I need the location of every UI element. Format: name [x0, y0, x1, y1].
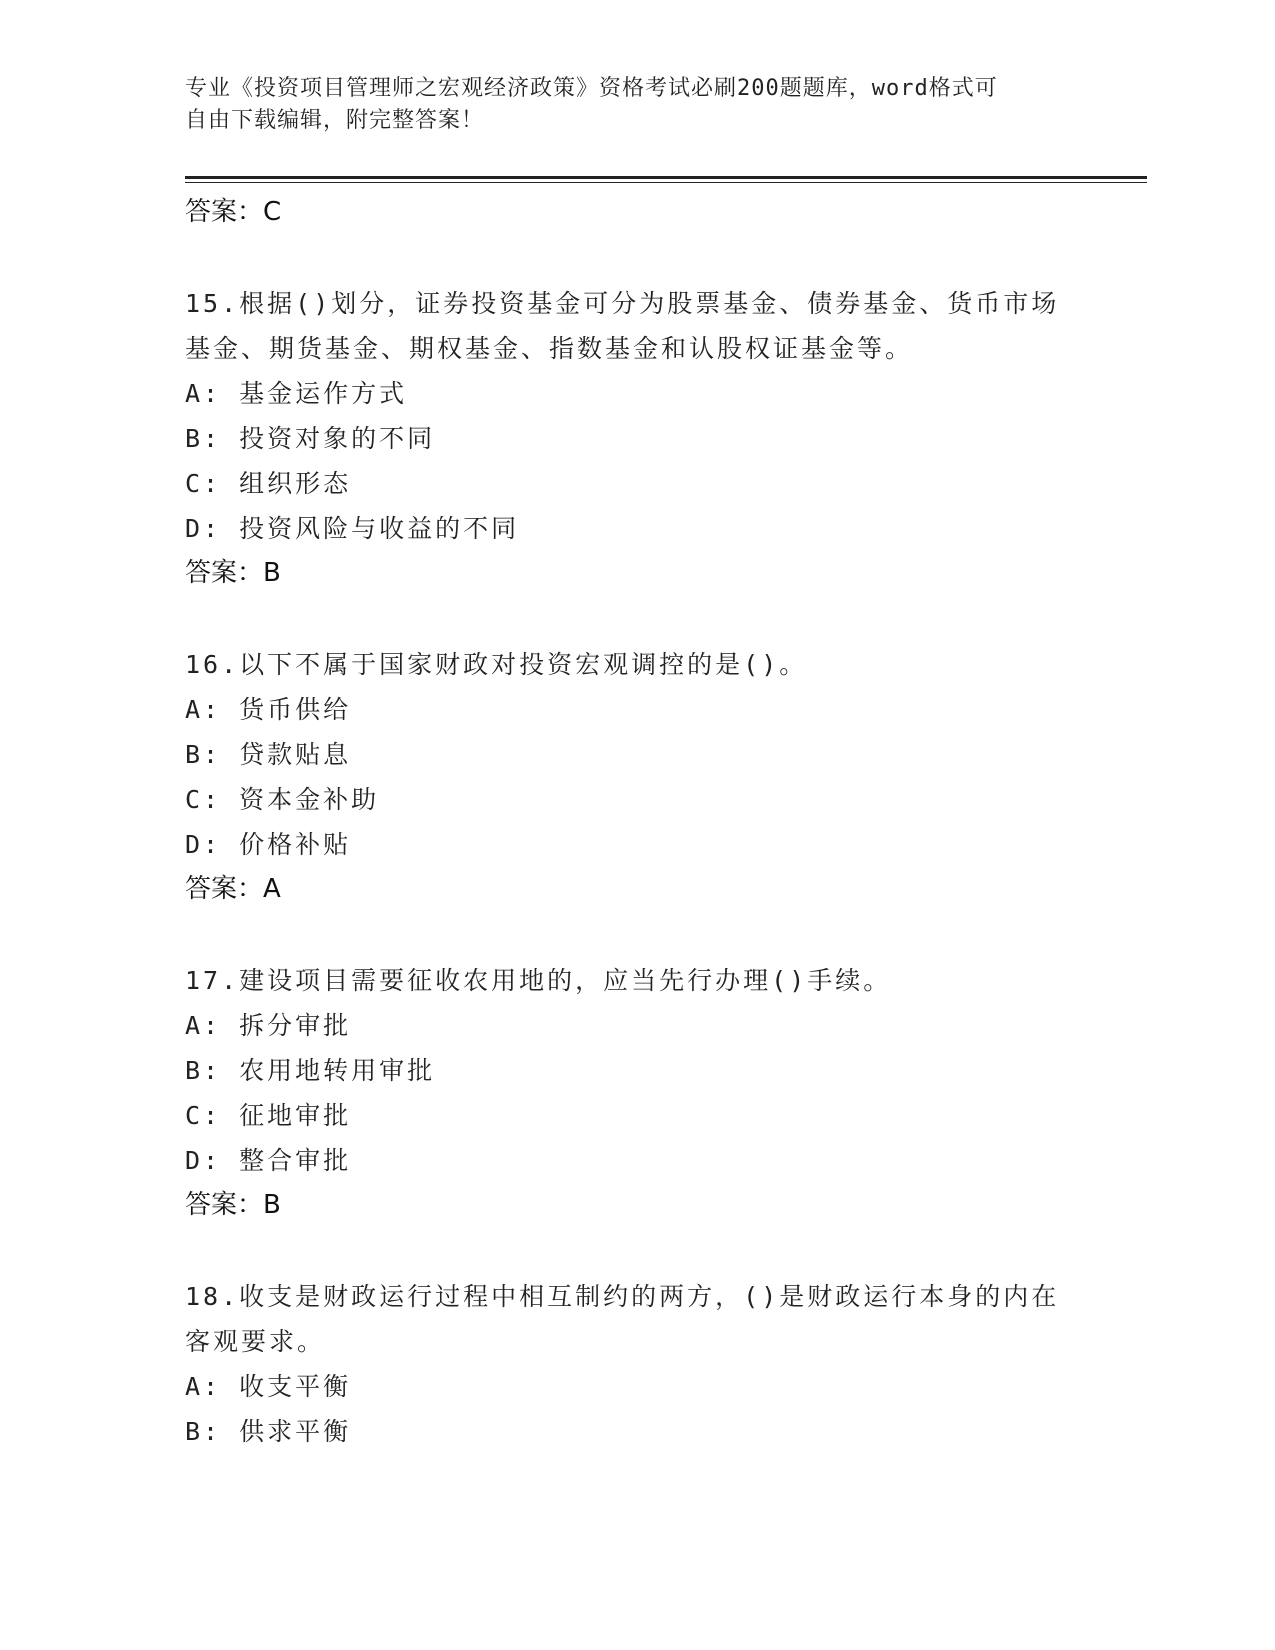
answer-line: 答案：B [185, 1190, 281, 1220]
option-b: B: 供求平衡 [185, 1417, 352, 1446]
question-text [185, 281, 1085, 371]
header-line-2: 自由下载编辑，附完整答案！ [185, 108, 485, 133]
question-text-line: 16.以下不属于国家财政对投资宏观调控的是()。 [185, 650, 808, 679]
question-18 [185, 1274, 1085, 1454]
question-17 [185, 958, 1085, 1228]
question-15 [185, 281, 1085, 596]
option-d: D: 价格补贴 [185, 830, 352, 859]
option-c: C: 征地审批 [185, 1101, 352, 1130]
option-a: A: 拆分审批 [185, 1011, 352, 1040]
answer-line: 答案：B [185, 558, 281, 588]
question-text-line: 基金、期货基金、期权基金、指数基金和认股权证基金等。 [185, 334, 914, 363]
header-divider-thick [185, 176, 1147, 179]
answer-line: 答案：C [185, 197, 282, 227]
option-b: B: 农用地转用审批 [185, 1056, 436, 1085]
option-b: B: 贷款贴息 [185, 740, 352, 769]
question-16 [185, 642, 1085, 912]
answer-line: 答案：A [185, 874, 281, 904]
question-text-line: 17.建设项目需要征收农用地的，应当先行办理()手续。 [185, 966, 892, 995]
question-text-line: 15.根据()划分，证券投资基金可分为股票基金、债券基金、货币市场 [185, 289, 1060, 318]
document-header [185, 73, 1065, 137]
option-a: A: 货币供给 [185, 695, 352, 724]
question-text-line: 18.收支是财政运行过程中相互制约的两方，()是财政运行本身的内在 [185, 1282, 1060, 1311]
question-text [185, 642, 1085, 687]
question-text [185, 1274, 1085, 1364]
option-c: C: 资本金补助 [185, 785, 380, 814]
header-divider-thin [185, 182, 1147, 183]
option-a: A: 基金运作方式 [185, 379, 408, 408]
question-text [185, 958, 1085, 1003]
option-d: D: 投资风险与收益的不同 [185, 514, 520, 543]
option-c: C: 组织形态 [185, 469, 352, 498]
question-list [185, 190, 1085, 1454]
option-a: A: 收支平衡 [185, 1372, 352, 1401]
option-b: B: 投资对象的不同 [185, 424, 436, 453]
option-d: D: 整合审批 [185, 1146, 352, 1175]
header-line-1: 专业《投资项目管理师之宏观经济政策》资格考试必刷200题题库，word格式可 [185, 76, 998, 101]
question-text-line: 客观要求。 [185, 1327, 326, 1356]
